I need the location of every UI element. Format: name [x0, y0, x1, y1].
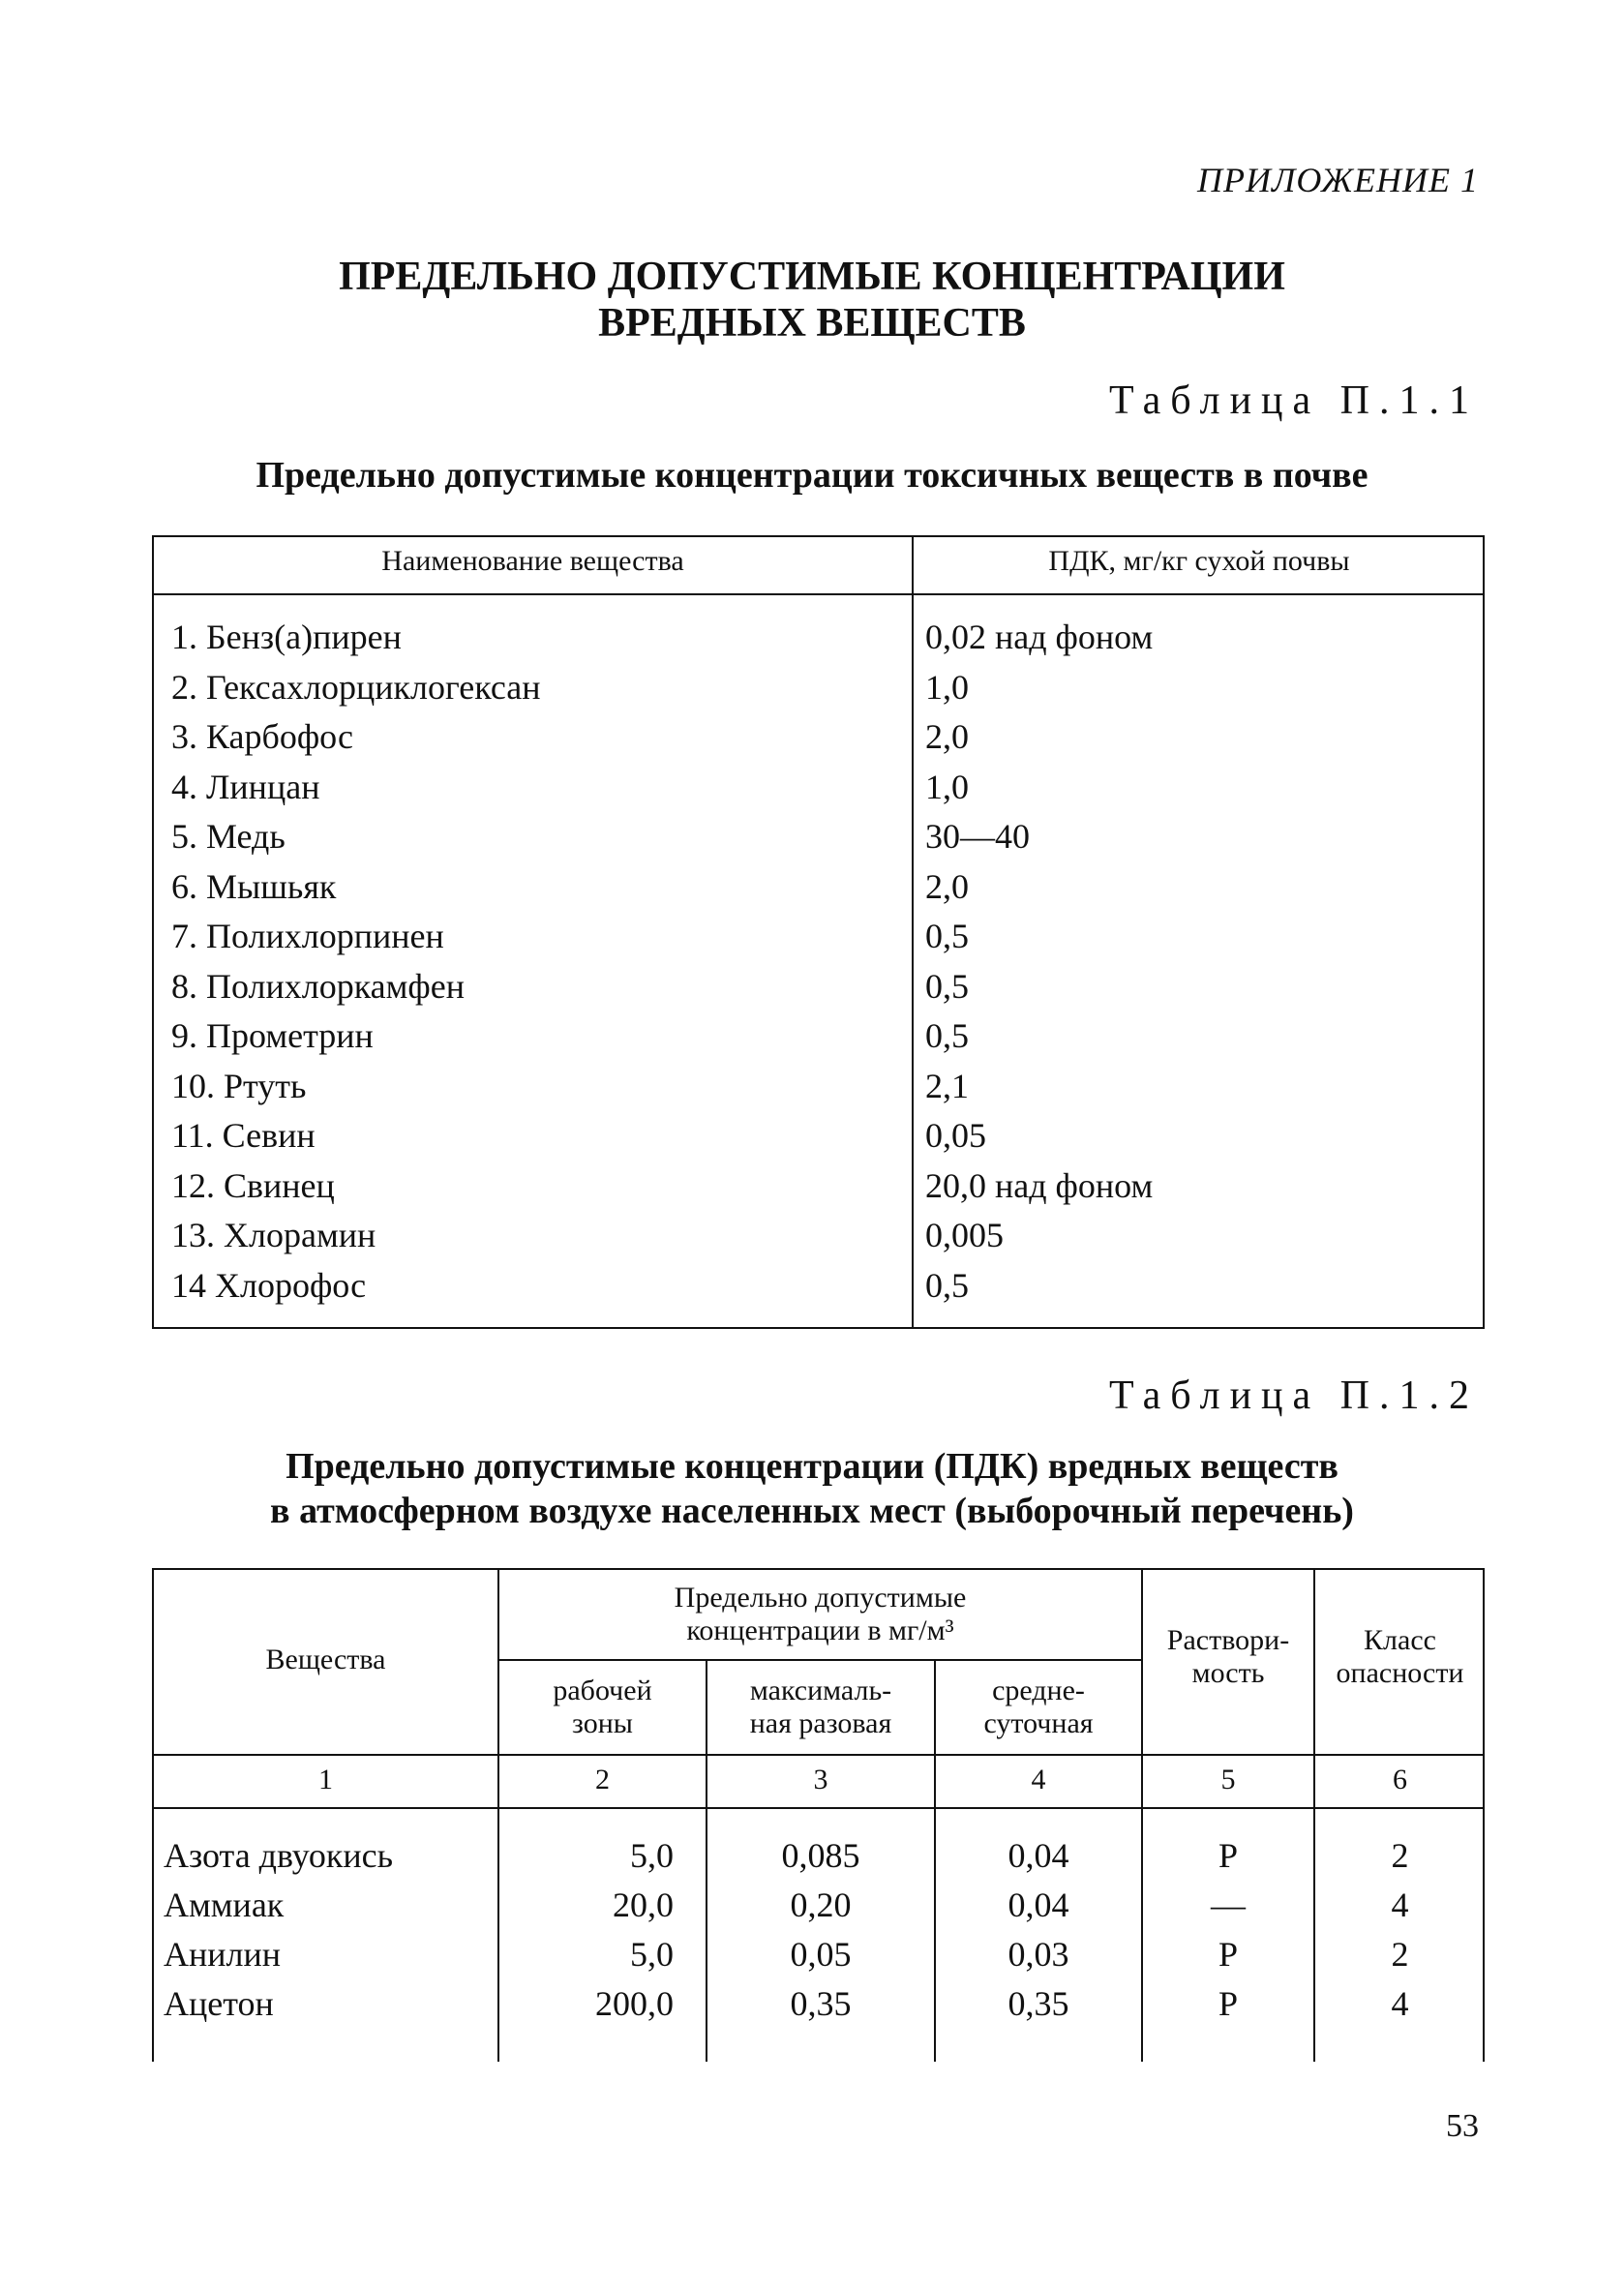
pdk-value: 0,05 — [925, 1116, 986, 1155]
table2-header-group-line-1: Предельно допустимые — [674, 1582, 967, 1614]
page-title-line-2: ВРЕДНЫХ ВЕЩЕСТВ — [598, 301, 1026, 346]
max-single-value: 0,20 — [790, 1886, 852, 1924]
pdk-value: 2,0 — [925, 866, 969, 906]
substance-name: 2. Гексахлорциклогексан — [171, 667, 541, 707]
table2-column-number: 4 — [1031, 1764, 1046, 1795]
table-row — [154, 1211, 1483, 1261]
table-row — [154, 1261, 1483, 1312]
substance-name: 5. Медь — [171, 817, 286, 856]
appendix-label: ПРИЛОЖЕНИЕ 1 — [1197, 161, 1479, 199]
pdk-value: 2,0 — [925, 717, 969, 756]
table2-subtitle-line-2: в атмосферном воздухе населенных мест (выборочный перечень) — [270, 1491, 1354, 1531]
pdk-value: 0,5 — [925, 1265, 969, 1305]
pdk-value: 1,0 — [925, 767, 969, 806]
table2-header-group-line-2: концентрации в мг/м³ — [686, 1614, 954, 1646]
hazard-class-value: 4 — [1391, 1984, 1409, 2023]
table2-subtitle — [0, 1444, 1624, 1533]
table2-column-number: 3 — [813, 1764, 828, 1795]
work-zone-value: 5,0 — [630, 1935, 674, 1974]
pdk-value: 2,1 — [925, 1066, 969, 1105]
page-title-line-1: ПРЕДЕЛЬНО ДОПУСТИМЫЕ КОНЦЕНТРАЦИИ — [339, 255, 1285, 299]
pdk-value: 0,5 — [925, 917, 969, 955]
table2-header-max-line-1: максималь- — [749, 1674, 892, 1706]
table2-hline — [497, 1659, 1141, 1661]
table2-header-daily-average — [936, 1674, 1141, 1740]
table1-header-name: Наименование вещества — [381, 545, 684, 577]
hazard-class-value: 2 — [1391, 1935, 1409, 1974]
work-zone-value: 5,0 — [630, 1836, 674, 1875]
hazard-class-value: 4 — [1391, 1886, 1409, 1924]
table2-label: Таблица П.1.2 — [1109, 1373, 1479, 1418]
table-row — [154, 862, 1483, 913]
pdk-value: 0,005 — [925, 1216, 1004, 1254]
table2-subtitle-line-1: Предельно допустимые концентрации (ПДК) вредных веществ — [286, 1446, 1338, 1487]
substance-name: 9. Прометрин — [171, 1016, 374, 1055]
substance-name: 11. Севин — [171, 1116, 316, 1155]
table-row — [154, 1011, 1483, 1062]
solubility-value: Р — [1218, 1836, 1239, 1875]
substance-name: Аммиак — [164, 1886, 285, 1924]
table1-subtitle: Предельно допустимые концентрации токсичных веществ в почве — [256, 455, 1368, 496]
pdk-value: 0,02 над фоном — [925, 618, 1154, 656]
table2-header-substances: Вещества — [265, 1644, 386, 1675]
substance-name: 10. Ртуть — [171, 1066, 307, 1105]
solubility-value: — — [1211, 1886, 1246, 1924]
substance-name: 6. Мышьяк — [171, 866, 337, 906]
substance-name: Азота двуокись — [164, 1836, 394, 1875]
substance-name: Ацетон — [164, 1984, 274, 2023]
pdk-value: 20,0 над фоном — [925, 1165, 1154, 1205]
table-row — [154, 613, 1483, 663]
substance-name: 3. Карбофос — [171, 717, 354, 756]
daily-average-value: 0,04 — [1007, 1836, 1069, 1875]
max-single-value: 0,085 — [781, 1836, 860, 1875]
table-row — [154, 1162, 1483, 1212]
page-number: 53 — [1446, 2108, 1479, 2144]
pdk-value: 30—40 — [925, 817, 1030, 856]
table2-column-number: 6 — [1393, 1764, 1407, 1795]
table-row — [154, 1062, 1483, 1112]
table2-header-daily-line-2: суточная — [983, 1707, 1094, 1739]
table-row — [154, 912, 1483, 962]
daily-average-value: 0,04 — [1007, 1886, 1069, 1924]
solubility-value: Р — [1218, 1935, 1239, 1974]
solubility-value: Р — [1218, 1984, 1239, 2023]
work-zone-value: 200,0 — [595, 1984, 674, 2023]
table2-hline — [154, 1754, 1483, 1756]
page-title — [0, 254, 1624, 347]
table2-header-solubility-line-2: мость — [1191, 1657, 1265, 1689]
table2-air-pdk — [152, 1568, 1485, 2062]
table2-header-max-single — [707, 1674, 934, 1740]
table2-header-daily-line-1: средне- — [992, 1674, 1085, 1706]
table2-header-work-line-2: зоны — [572, 1707, 633, 1739]
table2-column-number: 5 — [1220, 1764, 1236, 1795]
table2-header-class-line-2: опасности — [1336, 1657, 1464, 1689]
pdk-value: 0,5 — [925, 966, 969, 1006]
substance-name: 14 Хлорофос — [171, 1265, 367, 1305]
max-single-value: 0,35 — [790, 1984, 852, 2023]
table2-header-hazard-class — [1315, 1624, 1485, 1690]
table-row — [154, 812, 1483, 862]
table-row — [154, 663, 1483, 713]
work-zone-value: 20,0 — [613, 1886, 674, 1924]
substance-name: 4. Линцан — [171, 767, 320, 806]
table-row — [154, 763, 1483, 813]
table1-body — [154, 613, 1483, 1311]
substance-name: 12. Свинец — [171, 1165, 335, 1205]
table1-label: Таблица П.1.1 — [1109, 378, 1479, 423]
table2-header-solubility — [1143, 1624, 1313, 1690]
substance-name: 7. Полихлорпинен — [171, 917, 444, 955]
table1-header-pdk: ПДК, мг/кг сухой почвы — [1048, 545, 1350, 577]
table2-header-class-line-1: Класс — [1364, 1624, 1436, 1656]
table1-soil-pdk — [152, 535, 1485, 1329]
table2-header-solubility-line-1: Раствори- — [1166, 1624, 1290, 1656]
daily-average-value: 0,03 — [1007, 1935, 1069, 1974]
table-row — [154, 1111, 1483, 1162]
hazard-class-value: 2 — [1391, 1836, 1409, 1875]
pdk-value: 0,5 — [925, 1016, 969, 1055]
table2-column-number: 1 — [318, 1764, 333, 1795]
table2-header-work-zone — [499, 1674, 706, 1740]
max-single-value: 0,05 — [790, 1935, 852, 1974]
substance-name: 8. Полихлоркамфен — [171, 966, 465, 1006]
substance-name: 1. Бенз(а)пирен — [171, 618, 402, 656]
table-row — [154, 712, 1483, 763]
table1-header-divider — [154, 593, 1483, 595]
table2-header-max-line-2: ная разовая — [749, 1707, 892, 1739]
substance-name: 13. Хлорамин — [171, 1216, 376, 1254]
table2-header-group — [499, 1582, 1141, 1647]
substance-name: Анилин — [164, 1935, 282, 1974]
table2-hline — [154, 1807, 1483, 1809]
daily-average-value: 0,35 — [1007, 1984, 1069, 2023]
table2-column-number: 2 — [595, 1764, 610, 1795]
table2-header-work-line-1: рабочей — [553, 1674, 652, 1706]
pdk-value: 1,0 — [925, 667, 969, 707]
table-row — [154, 962, 1483, 1012]
